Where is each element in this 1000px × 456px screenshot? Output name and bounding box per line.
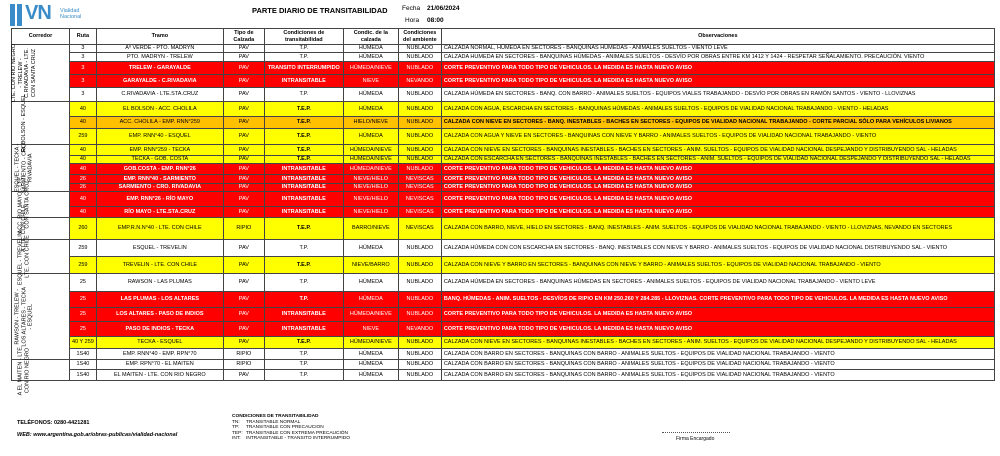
road-condition-cell: NIEVE/HIELO — [343, 207, 398, 218]
observations-cell: CALZADA HÚMEDA CON CON ESCARCHA EN SECTORES - BANQ. INESTABLES CON NIEVE Y BARRO - ANIMALES SUELTOS - EQUIPOS DE VIALIDAD NACIONAL DISTRIBUYENDO SAL - VIENTO — [441, 240, 994, 257]
road-type-cell: PAV — [223, 184, 264, 192]
col-header: Condic. de la calzada — [343, 29, 398, 45]
road-condition-cell: HÚMEDA — [343, 88, 398, 102]
time-value: 08:00 — [427, 17, 444, 24]
legend-title: CONDICIONES DE TRANSITABILIDAD — [232, 414, 319, 419]
transitability-cell: TRANSITO INTERRUMPIDO — [264, 62, 343, 75]
road-type-cell: PAV — [223, 292, 264, 308]
table-row — [12, 192, 995, 207]
col-header: Corredor — [12, 29, 70, 45]
road-condition-cell: HÚMEDA/NIEVE — [343, 156, 398, 164]
table-row — [12, 164, 995, 175]
website: WEB: www.argentina.gob.ar/obras-publicas/vialidad-nacional — [17, 432, 178, 438]
route-cell: 3 — [70, 75, 97, 88]
observations-cell: CALZADA CON BARRO EN SECTORES - BANQUINAS CON BARRO - ANIMALES SUELTOS - EQUIPOS DE VIALIDAD NACIONAL TRABAJANDO - VIENTO — [441, 370, 994, 381]
table-row — [12, 156, 995, 164]
table-row — [12, 240, 995, 257]
section-cell: EMP. RNN°259 - TECKA — [96, 145, 223, 156]
section-cell: PASO DE INDIOS - TECKA — [96, 322, 223, 337]
observations-cell: CALZADA HÚMEDA EN SECTORES - BANQ. CON BARRO - ANIMALES SUELTOS - EQUIPOS VIALES TRABAJANDO - DESVÍO POR OBRAS EN RAMÓN SANTOS - VIENTO - LLOVIZNAS — [441, 88, 994, 102]
observations-cell: CALZADA CON NIEVE EN SECTORES - BANQUINAS INESTABLES - BACHES EN SECTORES - ANIM. SUELTOS - EQUIPOS DE VIALIDAD NACIONAL DESPEJANDO Y DISTRIBUYENDO SAL - HELADAS — [441, 337, 994, 349]
weather-cell: NEVISCAS — [398, 192, 441, 207]
observations-cell: CORTE PREVENTIVO PARA TODO TIPO DE VEHICULOS. LA MEDIDA ES HASTA NUEVO AVISO — [441, 322, 994, 337]
section-cell: TRELEW - GARAYALDE — [96, 62, 223, 75]
legend — [232, 414, 350, 442]
road-condition-cell: HÚMEDA — [343, 45, 398, 53]
transitability-cell: INTRANSITABLE — [264, 75, 343, 88]
date-label: Fecha — [402, 5, 421, 12]
observations-cell: CALZADA CON BARRO EN SECTORES - BANQUINAS CON BARRO - ANIMALES SUELTOS - EQUIPOS DE VIALIDAD NACIONAL TRABAJANDO - VIENTO — [441, 349, 994, 360]
road-type-cell: PAV — [223, 257, 264, 274]
weather-cell: NEVISCAS — [398, 175, 441, 184]
road-condition-cell: HÚMEDA — [343, 349, 398, 360]
observations-cell: CORTE PREVENTIVO PARA TODO TIPO DE VEHICULOS. LA MEDIDA ES HASTA NUEVO AVISO — [441, 308, 994, 322]
weather-cell: NEVISCAS — [398, 184, 441, 192]
observations-cell: CALZADA CON ESCARCHA EN SECTORES - BANQUINAS INESTABLES - BACHES EN SECTORES - ANIM. SUELTOS - EQUIPOS DE VIALIDAD NACIONAL DESPEJANDO Y DISTRIBUYENDO SAL - HELADAS — [441, 156, 994, 164]
observations-cell: CALZADA CON BARRO EN SECTORES - BANQUINAS CON BARRO - ANIMALES SUELTOS - EQUIPOS DE VIALIDAD NACIONAL TRABAJANDO - VIENTO — [441, 360, 994, 370]
route-cell: 40 — [70, 102, 97, 117]
transitability-cell: INTRANSITABLE — [264, 207, 343, 218]
legend-item: TP: TRANSITABLE CON PRECAUCION — [232, 425, 324, 430]
road-condition-cell: HÚMEDA — [343, 292, 398, 308]
section-cell: TECKA - GOB. COSTA — [96, 156, 223, 164]
table-row — [12, 62, 995, 75]
logo-bar — [17, 4, 22, 26]
col-header: Observaciones — [441, 29, 994, 45]
weather-cell: NUBLADO — [398, 257, 441, 274]
observations-cell: CALZADA CON AGUA Y NIEVE EN SECTORES - BANQUINAS CON NIEVE Y BARRO - ANIMALES SUELTOS - EQUIPOS DE VIALIDAD NACIONAL TRABAJANDO - VIENTO — [441, 129, 994, 145]
transitability-table — [11, 28, 995, 395]
observations-cell: CORTE PREVENTIVO PARA TODO TIPO DE VEHICULOS. LA MEDIDA ES HASTA NUEVO AVISO — [441, 164, 994, 175]
table-row — [12, 75, 995, 88]
route-cell: 25 — [70, 322, 97, 337]
header-row — [12, 29, 995, 45]
road-type-cell: PAV — [223, 164, 264, 175]
road-condition-cell: NIEVE/BARRO — [343, 257, 398, 274]
table-row — [12, 207, 995, 218]
road-condition-cell: NIEVE/HIELO — [343, 192, 398, 207]
section-cell: EMP. RNN°40 - ESQUEL — [96, 129, 223, 145]
observations-cell: CORTE PREVENTIVO PARA TODO TIPO DE VEHICULOS. LA MEDIDA ES HASTA NUEVO AVISO — [441, 207, 994, 218]
table-row — [12, 257, 995, 274]
route-cell: 40 — [70, 117, 97, 129]
road-condition-cell: HÚMEDA — [343, 274, 398, 292]
section-cell: SARMIENTO - CRO. RIVADAVIA — [96, 184, 223, 192]
transitability-cell: T.P. — [264, 370, 343, 381]
section-cell: LOS ALTARES - PASO DE INDIOS — [96, 308, 223, 322]
road-condition-cell: HÚMEDA — [343, 240, 398, 257]
observations-cell: CORTE PREVENTIVO PARA TODO TIPO DE VEHICULOS. LA MEDIDA ES HASTA NUEVO AVISO — [441, 75, 994, 88]
transitability-cell: T.P. — [264, 88, 343, 102]
weather-cell: NUBLADO — [398, 53, 441, 62]
weather-cell: NEVISCAS — [398, 218, 441, 240]
transitability-cell: T.E.P. — [264, 145, 343, 156]
corridor-label: A EL MAITEN - LTE. CON RIO NEGRO — [17, 345, 30, 395]
col-header: Condiciones de transitabilidad — [264, 29, 343, 45]
road-type-cell: PAV — [223, 370, 264, 381]
road-condition-cell: HÚMEDA/NIEVE — [343, 62, 398, 75]
table-row — [12, 53, 995, 62]
route-cell: 3 — [70, 88, 97, 102]
observations-cell: CORTE PREVENTIVO PARA TODO TIPO DE VEHICULOS. LA MEDIDA ES HASTA NUEVO AVISO — [441, 175, 994, 184]
route-cell: 3 — [70, 62, 97, 75]
transitability-cell: T.P. — [264, 274, 343, 292]
corridor-label: A LTE. CON CHILE — [20, 204, 27, 253]
transitability-cell: T.E.P. — [264, 156, 343, 164]
section-cell: EL BOLSON - ACC. CHOLILA — [96, 102, 223, 117]
road-condition-cell: NIEVE/HIELO — [343, 175, 398, 184]
road-condition-cell: HÚMEDA/NIEVE — [343, 164, 398, 175]
transitability-cell: T.E.P. — [264, 257, 343, 274]
observations-cell: CALZADA CON NIEVE EN SECTORES - BANQ. INESTABLES - BACHES EN SECTORES - EQUIPOS DE VIALIDAD NACIONAL TRABAJANDO - CORTE PARCIAL SÓLO PARA VEHÍCULOS LIVIANOS — [441, 117, 994, 129]
table-row — [12, 145, 995, 156]
date-value: 21/06/2024 — [427, 5, 460, 12]
phones: TELÉFONOS: 0280-4421281 — [17, 420, 90, 426]
corridor-cell — [12, 345, 70, 395]
transitability-cell: T.E.P. — [264, 102, 343, 117]
legend-item: TEP: TRANSITABLE CON EXTREMA PRECAUCIÓN — [232, 430, 348, 436]
transitability-cell: T.E.P. — [264, 117, 343, 129]
road-type-cell: PAV — [223, 102, 264, 117]
time-label: Hora — [405, 17, 420, 24]
signature-label: Firma Encargado — [676, 436, 715, 442]
section-cell: TREVELIN - LTE. CON CHILE — [96, 257, 223, 274]
signature-line — [662, 432, 730, 433]
section-cell: GOB.COSTA - EMP. RNN°26 — [96, 164, 223, 175]
transitability-cell: INTRANSITABLE — [264, 192, 343, 207]
route-cell: 40 — [70, 192, 97, 207]
road-type-cell: RIPIO — [223, 360, 264, 370]
observations-cell: CALZADA HÚMEDA EN SECTORES - BANQUINAS HÚMEDAS EN SECTORES - ANIMALES SUELTOS - EQUIPOS DE VIALIDAD NACIONAL TRABAJANDO - VIENTO LEVE — [441, 274, 994, 292]
route-cell: 259 — [70, 240, 97, 257]
transitability-cell: T.P. — [264, 360, 343, 370]
road-type-cell: PAV — [223, 156, 264, 164]
table-row — [12, 308, 995, 322]
table-row — [12, 184, 995, 192]
transitability-cell: T.E.P. — [264, 337, 343, 349]
road-type-cell: PAV — [223, 129, 264, 145]
route-cell: 40 — [70, 164, 97, 175]
weather-cell: NUBLADO — [398, 292, 441, 308]
table-row — [12, 175, 995, 184]
road-type-cell: PAV — [223, 75, 264, 88]
weather-cell: NUBLADO — [398, 129, 441, 145]
road-condition-cell: HÚMEDA — [343, 102, 398, 117]
observations-cell: CORTE PREVENTIVO PARA TODO TIPO DE VEHICULOS. LA MEDIDA ES HASTA NUEVO AVISO — [441, 184, 994, 192]
table-row — [12, 117, 995, 129]
observations-cell: CALZADA CON NIEVE Y BARRO EN SECTORES - BANQUINAS CON NIEVE Y BARRO - ANIMALES SUELTOS - EQUIPOS DE VIALIDAD NACIONAL TRABAJANDO - VIENTO — [441, 257, 994, 274]
transitability-cell: T.P. — [264, 240, 343, 257]
corridor-label: ESQUEL - TECKA - SARMIENTO - CRO. RIVADAVIA — [14, 142, 34, 194]
page-title: PARTE DIARIO DE TRANSITABILIDAD — [252, 6, 388, 15]
transitability-cell: INTRANSITABLE — [264, 184, 343, 192]
corridor-label: RAWSON - TRELEW - LOS ALTARES - TECKA - ESQUEL — [14, 286, 34, 347]
logo-subtitle: Vialidad Nacional — [60, 8, 82, 20]
section-cell: EMP. RPN°70 - EL MAITEN — [96, 360, 223, 370]
route-cell: 3 — [70, 45, 97, 53]
weather-cell: NUBLADO — [398, 62, 441, 75]
observations-cell: CALZADA CON AGUA, ESCARCHA EN SECTORES - BANQUINAS HÚMEDAS - ANIMALES SUELTOS - EQUIPOS DE VIALIDAD NACIONAL TRABAJANDO - VIENTO - HELADAS — [441, 102, 994, 117]
route-cell: 3 — [70, 53, 97, 62]
section-cell: LAS PLUMAS - LOS ALTARES — [96, 292, 223, 308]
observations-cell: CALZADA CON NIEVE EN SECTORES - BANQUINAS INESTABLES - BACHES EN SECTORES - ANIM. SUELTOS - EQUIPOS DE VIALIDAD NACIONAL DESPEJANDO Y DISTRIBUYENDO SAL - HELADAS — [441, 145, 994, 156]
weather-cell: NEVANDO — [398, 322, 441, 337]
route-cell: 260 — [70, 218, 97, 240]
transitability-cell: T.E.P. — [264, 129, 343, 145]
legend-item: INT: INTRANSITABLE - TRANSITO INTERRUMPIDO — [232, 436, 350, 441]
weather-cell: NUBLADO — [398, 360, 441, 370]
road-condition-cell: HÚMEDA — [343, 360, 398, 370]
transitability-cell: T.P. — [264, 53, 343, 62]
weather-cell: NUBLADO — [398, 274, 441, 292]
road-type-cell: RIPIO — [223, 218, 264, 240]
road-type-cell: PAV — [223, 240, 264, 257]
transitability-cell: INTRANSITABLE — [264, 164, 343, 175]
road-condition-cell: HÚMEDA/NIEVE — [343, 308, 398, 322]
route-cell: 40 — [70, 156, 97, 164]
route-cell: 40 — [70, 145, 97, 156]
weather-cell: NEVISCAS — [398, 207, 441, 218]
corridor-label: ACC. RIO MAYO - LTE. CON SANTA CRUZ — [17, 175, 30, 234]
section-cell: TECKA - ESQUEL — [96, 337, 223, 349]
table-row — [12, 45, 995, 53]
corridor-label: EL BOLSON - ESQUEL — [20, 93, 27, 153]
legend-item: TN: TRANSITABLE NORMAL — [232, 419, 301, 425]
table-row — [12, 337, 995, 349]
road-condition-cell: HÚMEDA — [343, 370, 398, 381]
col-header: Condiciones del ambiente — [398, 29, 441, 45]
road-condition-cell: BARRO/NIEVE — [343, 218, 398, 240]
route-cell: 259 — [70, 129, 97, 145]
route-cell: 40 — [70, 207, 97, 218]
road-condition-cell: HIELO/NIEVE — [343, 117, 398, 129]
road-condition-cell: HÚMEDA — [343, 129, 398, 145]
col-header: Ruta — [70, 29, 97, 45]
weather-cell: NUBLADO — [398, 308, 441, 322]
section-cell: GARAYALDE - C.RIVADAVIA — [96, 75, 223, 88]
section-cell: ACC. CHOLILA - EMP. RNN°259 — [96, 117, 223, 129]
road-type-cell: PAV — [223, 45, 264, 53]
transitability-cell: T.E.P. — [264, 218, 343, 240]
weather-cell: NUBLADO — [398, 45, 441, 53]
weather-cell: NUBLADO — [398, 117, 441, 129]
road-condition-cell: HÚMEDA — [343, 53, 398, 62]
route-cell: 25 — [70, 308, 97, 322]
road-condition-cell: HÚMEDA/NIEVE — [343, 145, 398, 156]
weather-cell: NUBLADO — [398, 156, 441, 164]
col-header: Tramo — [96, 29, 223, 45]
table-row — [12, 370, 995, 381]
road-type-cell: PAV — [223, 88, 264, 102]
section-cell: C.RIVADAVIA - LTE.STA.CRUZ — [96, 88, 223, 102]
table-row — [12, 349, 995, 360]
route-cell: 1S40 — [70, 349, 97, 360]
weather-cell: NEVANDO — [398, 75, 441, 88]
road-type-cell: PAV — [223, 274, 264, 292]
section-cell: EMP. RNN°26 - RÍO MAYO — [96, 192, 223, 207]
weather-cell: NUBLADO — [398, 164, 441, 175]
observations-cell: CALZADA NORMAL, HÚMEDA EN SECTORES - BANQUINAS HÚMEDAS - ANIMALES SUELTOS - VIENTO LEVE — [441, 45, 994, 53]
transitability-cell: INTRANSITABLE — [264, 175, 343, 184]
transitability-cell: INTRANSITABLE — [264, 322, 343, 337]
weather-cell: NUBLADO — [398, 349, 441, 360]
weather-cell: NUBLADO — [398, 102, 441, 117]
table-row — [12, 88, 995, 102]
section-cell: EMP. RNN°40 - SARMIENTO — [96, 175, 223, 184]
transitability-cell: INTRANSITABLE — [264, 308, 343, 322]
road-condition-cell: NIEVE/HIELO — [343, 184, 398, 192]
observations-cell: CALZADA HUMEDA EN SECTORES - BANQUINAS HÚMEDAS - ANIMALES SUELTOS - DESVÍO POR OBRAS ENTRE KM 1412 Y 1424 - RESPETAR SEÑALAMIENTO. PRECAUCIÓN. VIENTO — [441, 53, 994, 62]
route-cell: 25 — [70, 292, 97, 308]
corridor-label: LTE. CON RIO NEGRO - TRELEW - C.RIVADAVIA - LTE. CON SANTA CRUZ — [11, 44, 37, 102]
route-cell: 259 — [70, 257, 97, 274]
section-cell: RAWSON - LAS PLUMAS — [96, 274, 223, 292]
road-type-cell: PAV — [223, 308, 264, 322]
route-cell: 1S40 — [70, 360, 97, 370]
road-type-cell: PAV — [223, 192, 264, 207]
table-row — [12, 102, 995, 117]
table-row — [12, 292, 995, 308]
route-cell: 25 — [70, 274, 97, 292]
section-cell: EMP.R.N.N°40 - LTE. CON CHILE — [96, 218, 223, 240]
road-type-cell: PAV — [223, 62, 264, 75]
logo — [10, 4, 130, 28]
transitability-cell: T.P. — [264, 292, 343, 308]
road-type-cell: PAV — [223, 117, 264, 129]
weather-cell: NUBLADO — [398, 145, 441, 156]
section-cell: PTO. MADRYN - TRELEW — [96, 53, 223, 62]
corridor-label: ESQUEL - TREVELIN - LTE. CON CHILE — [17, 227, 30, 286]
col-header: Tipo de Calzada — [223, 29, 264, 45]
road-type-cell: PAV — [223, 175, 264, 184]
road-type-cell: PAV — [223, 53, 264, 62]
weather-cell: NUBLADO — [398, 88, 441, 102]
section-cell: RÍO MAYO - LTE.STA.CRUZ — [96, 207, 223, 218]
road-type-cell: PAV — [223, 337, 264, 349]
road-type-cell: PAV — [223, 145, 264, 156]
observations-cell: BANQ. HÚMEDAS - ANIM. SUELTOS - DESVÍOS DE RIPIO EN KM 250.260 Y 284.285 - LLOVIZNAS. CORTE PREVENTIVO PARA TODO TIPO DE VEHICULOS. LA MEDIDA ES HASTA NUEVO AVISO — [441, 292, 994, 308]
table-row — [12, 360, 995, 370]
section-cell: EL MAITEN - LTE. CON RIO NEGRO — [96, 370, 223, 381]
route-cell: 26 — [70, 184, 97, 192]
weather-cell: NUBLADO — [398, 240, 441, 257]
table-row — [12, 322, 995, 337]
road-type-cell: PAV — [223, 207, 264, 218]
road-condition-cell: HÚMEDA/NIEVE — [343, 337, 398, 349]
weather-cell: NUBLADO — [398, 337, 441, 349]
weather-cell: NUBLADO — [398, 370, 441, 381]
transitability-cell: T.P. — [264, 45, 343, 53]
road-type-cell: RIPIO — [223, 349, 264, 360]
logo-bar — [10, 4, 15, 26]
route-cell: 40 Y 259 — [70, 337, 97, 349]
transitability-cell: T.P. — [264, 349, 343, 360]
observations-cell: CORTE PREVENTIVO PARA TODO TIPO DE VEHICULOS. LA MEDIDA ES HASTA NUEVO AVISO — [441, 192, 994, 207]
section-cell: Aº VERDE - PTO. MADRYN — [96, 45, 223, 53]
road-type-cell: PAV — [223, 322, 264, 337]
route-cell: 1S40 — [70, 370, 97, 381]
table-row — [12, 218, 995, 240]
table-row — [12, 129, 995, 145]
observations-cell: CORTE PREVENTIVO PARA TODO TIPO DE VEHICULOS. LA MEDIDA ES HASTA NUEVO AVISO — [441, 62, 994, 75]
table-row — [12, 274, 995, 292]
road-condition-cell: NIEVE — [343, 322, 398, 337]
section-cell: ESQUEL - TREVELIN — [96, 240, 223, 257]
road-condition-cell: NIEVE — [343, 75, 398, 88]
logo-mark: VN — [25, 2, 51, 24]
observations-cell: CALZADA CON BARRO, NIEVE, HIELO EN SECTORES - BANQ. INESTABLES - ANIM. SUELTOS - EQUIPOS DE VIALIDAD NACIONAL TRABAJANDO - VIENTO - LLOVIZNAS, NEVANDO EN SECTORES — [441, 218, 994, 240]
route-cell: 26 — [70, 175, 97, 184]
section-cell: EMP. RNN°40 - EMP. RPN°70 — [96, 349, 223, 360]
